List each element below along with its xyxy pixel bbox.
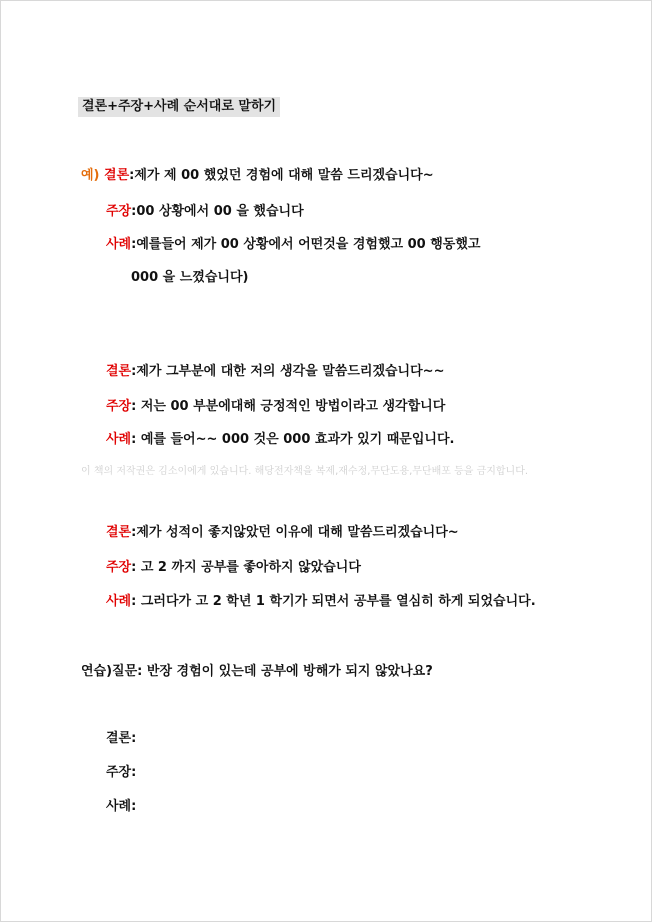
practice-case-label: 사례:	[106, 799, 137, 814]
case-label: 사례	[106, 237, 132, 252]
conclusion-text: :제가 성적이 좋지않았던 이유에 대해 말씀드리겠습니다~	[131, 525, 459, 540]
example2-conclusion-line	[106, 364, 444, 380]
example1-claim-line	[106, 204, 304, 220]
conclusion-label: 결론	[106, 525, 132, 540]
case-label: 사례	[106, 594, 132, 609]
example1-case-line	[106, 237, 480, 253]
page-title: 결론+주장+사례 순서대로 말하기	[78, 97, 280, 117]
example3-claim-line	[106, 560, 361, 576]
conclusion-text: :제가 제 00 했었던 경험에 대해 말씀 드리겠습니다~	[129, 168, 434, 183]
claim-label: 주장	[106, 399, 132, 414]
claim-text: : 고 2 까지 공부를 좋아하지 않았습니다	[131, 560, 361, 575]
case-text: : 예를 들어~~ 000 것은 000 효과가 있기 때문입니다.	[131, 432, 455, 447]
case-label: 사례	[106, 432, 132, 447]
example1-case-continuation: 000 을 느꼈습니다)	[131, 270, 249, 285]
example1-conclusion-line	[81, 168, 434, 184]
case-text: : 그러다가 고 2 학년 1 학기가 되면서 공부를 열심히 하게 되었습니다.	[131, 594, 536, 609]
practice-claim-label: 주장:	[106, 765, 137, 780]
practice-question: 연습)질문: 반장 경험이 있는데 공부에 방해가 되지 않았나요?	[81, 664, 433, 679]
claim-label: 주장	[106, 560, 132, 575]
copyright-watermark: 이 책의 저작권은 김소이에게 있습니다. 해당전자책을 복제,재수정,무단도용,무단배포 등을 금지합니다.	[81, 466, 529, 477]
example-prefix: 예)	[81, 168, 105, 183]
claim-label: 주장	[106, 204, 132, 219]
conclusion-label: 결론	[106, 364, 132, 379]
conclusion-label: 결론	[104, 168, 130, 183]
example3-case-line	[106, 594, 536, 610]
example2-case-line	[106, 432, 454, 448]
example2-claim-line	[106, 399, 445, 415]
example3-conclusion-line	[106, 525, 459, 541]
conclusion-text: :제가 그부분에 대한 저의 생각을 말씀드리겠습니다~~	[131, 364, 445, 379]
practice-conclusion-label: 결론:	[106, 731, 137, 746]
claim-text: : 저는 00 부분에대해 긍정적인 방법이라고 생각합니다	[131, 399, 446, 414]
case-text: :예를들어 제가 00 상황에서 어떤것을 경험했고 00 행동했고	[131, 237, 481, 252]
claim-text: :00 상황에서 00 을 했습니다	[131, 204, 304, 219]
